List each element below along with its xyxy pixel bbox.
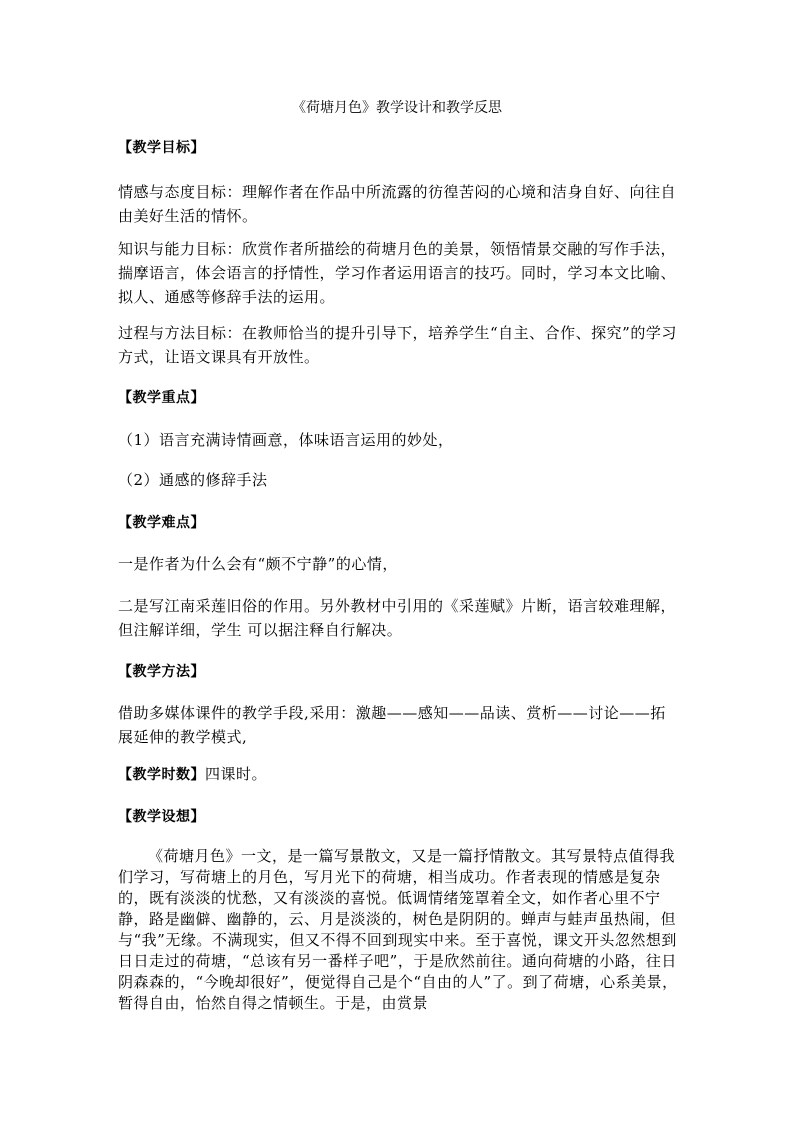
hours-heading: 【教学时数】: [118, 767, 205, 783]
key-point-1: （1）语言充满诗情画意，体味语言运用的妙处，: [118, 431, 454, 449]
page-title: 《荷塘月色》教学设计和教学反思: [292, 100, 502, 116]
hours-value: 四课时。: [205, 765, 268, 783]
goal-process-paragraph: 过程与方法目标：在教师恰当的提升引导下，培养学生“自主、合作、探究”的学习方式，让语文课具有开放性。: [118, 324, 677, 366]
goal-emotion-paragraph: 情感与态度目标：理解作者在作品中所流露的彷徨苦闷的心境和洁身自好、向往自由美好生活的情怀。: [118, 183, 677, 225]
difficulty-1: 一是作者为什么会有“颇不宁静”的心情，: [118, 555, 398, 573]
design-paragraph: 《荷塘月色》一文，是一篇写景散文，又是一篇抒情散文。其写景特点值得我们学习，写荷塘上的月色，写月光下的荷塘，相当成功。作者表现的情感是复杂的，既有淡淡的忧愁，又有淡淡的喜悦。低调情绪笼罩着全文，如作者心里不宁静，路是幽僻、幽静的，云、月是淡淡的，树色是阴阴的。蝉声与蛙声虽热闹，但与“我”无缘。不满现实，但又不得不回到现实中来。至于喜悦，课文开头忽然想到日日走过的荷塘，“总该有另一番样子吧”，于是欣然前往。通向荷塘的小路，往日阴森森的，“今晚却很好”，便觉得自己是个“自由的人”了。到了荷塘，心系美景，暂得自由，怡然自得之情顿生。于是，由赏景: [118, 847, 678, 1012]
hours-line: [118, 762, 678, 787]
key-point-2: （2）通感的修辞手法: [118, 471, 268, 489]
goals-heading: 【教学目标】: [118, 140, 205, 156]
difficulty-2: 二是写江南采莲旧俗的作用。另外教材中引用的《采莲赋》片断，语言较难理解，但注解详细，学生 可以据注释自行解决。: [118, 597, 677, 639]
method-heading: 【教学方法】: [118, 664, 205, 680]
method-paragraph: 借助多媒体课件的教学手段,采用：激趣——感知——品读、赏析——讨论——拓展延伸的教学模式,: [118, 704, 666, 746]
goal-knowledge-paragraph: 知识与能力目标：欣赏作者所描绘的荷塘月色的美景，领悟情景交融的写作手法，揣摩语言，体会语言的抒情性，学习作者运用语言的技巧。同时，学习本文比喻、拟人、通感等修辞手法的运用。: [118, 240, 677, 306]
design-heading: 【教学设想】: [118, 809, 205, 825]
key-points-heading: 【教学重点】: [118, 390, 205, 406]
difficulties-heading: 【教学难点】: [118, 515, 205, 531]
